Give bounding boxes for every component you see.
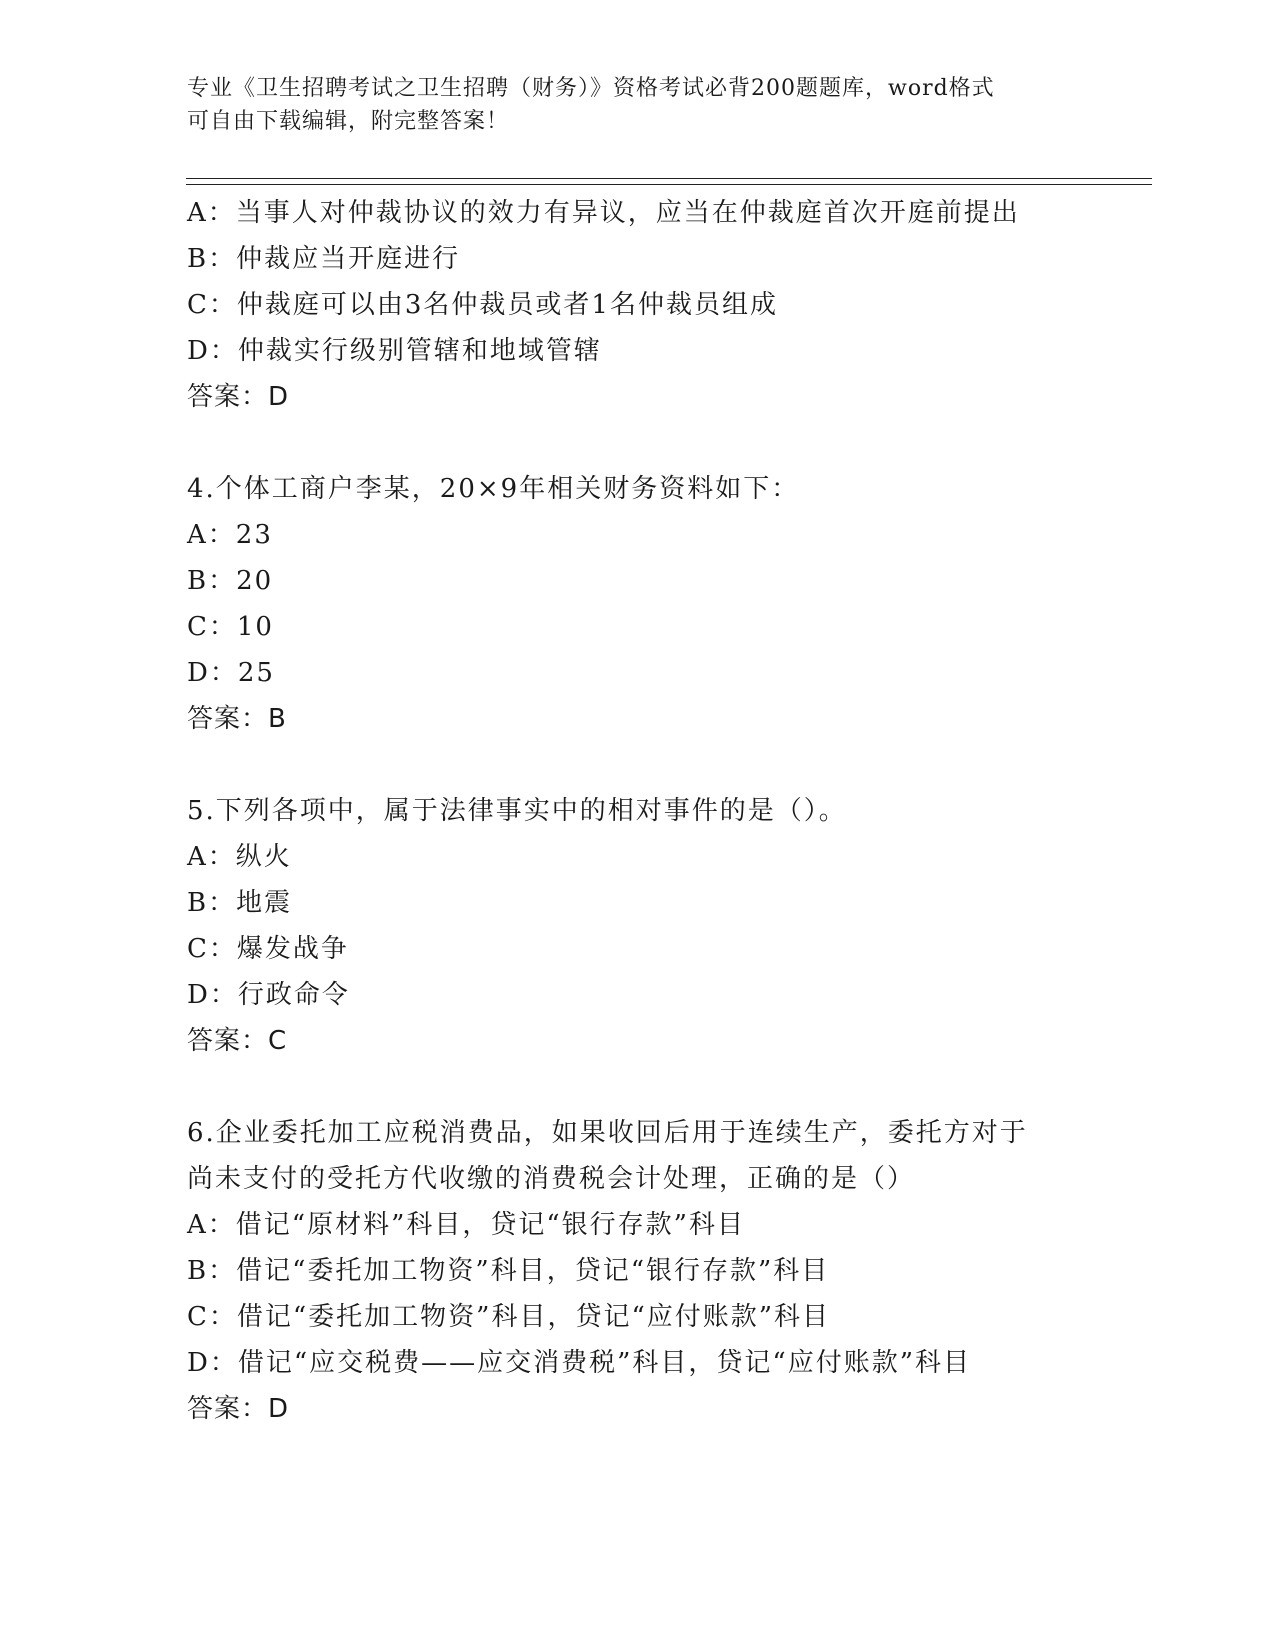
question-4 — [187, 466, 1147, 742]
option-d: D：行政命令 — [187, 980, 350, 1010]
option-b: B：20 — [187, 566, 274, 596]
question-list — [187, 190, 1147, 1432]
option-a: A：当事人对仲裁协议的效力有异议，应当在仲裁庭首次开庭前提出 — [187, 198, 1020, 228]
option-a: A：纵火 — [187, 842, 292, 872]
answer: 答案：D — [187, 1394, 290, 1424]
question-text-line-1: 6.企业委托加工应税消费品，如果收回后用于连续生产，委托方对于 — [187, 1118, 1028, 1148]
answer: 答案：C — [187, 1026, 288, 1056]
option-a: A：借记“原材料”科目，贷记“银行存款”科目 — [187, 1210, 745, 1240]
option-d: D：25 — [187, 658, 275, 688]
question-5 — [187, 788, 1147, 1064]
option-c: C：借记“委托加工物资”科目，贷记“应付账款”科目 — [187, 1302, 831, 1332]
option-c: C：爆发战争 — [187, 934, 349, 964]
question-text: 5.下列各项中，属于法律事实中的相对事件的是（）。 — [187, 796, 847, 826]
option-a: A：23 — [187, 520, 273, 550]
header-divider-bottom — [186, 184, 1152, 185]
question-6 — [187, 1110, 1147, 1432]
header-line-1: 专业《卫生招聘考试之卫生招聘（财务）》资格考试必背200题题库，word格式 — [187, 76, 995, 101]
spacer — [187, 742, 1147, 788]
option-d: D：借记“应交税费——应交消费税”科目，贷记“应付账款”科目 — [187, 1348, 972, 1378]
answer: 答案：B — [187, 704, 287, 734]
option-d: D：仲裁实行级别管辖和地域管辖 — [187, 336, 602, 366]
option-c: C：仲裁庭可以由3名仲裁员或者1名仲裁员组成 — [187, 290, 778, 320]
option-b: B：仲裁应当开庭进行 — [187, 244, 461, 274]
option-c: C：10 — [187, 612, 274, 642]
option-b: B：地震 — [187, 888, 293, 918]
question-3 — [187, 190, 1147, 420]
question-text-line-2: 尚未支付的受托方代收缴的消费税会计处理，正确的是（） — [187, 1164, 916, 1194]
document-header — [187, 72, 1067, 138]
spacer — [187, 420, 1147, 466]
header-line-2: 可自由下载编辑，附完整答案！ — [187, 109, 510, 134]
question-text: 4.个体工商户李某，20×9年相关财务资料如下： — [187, 474, 800, 504]
option-b: B：借记“委托加工物资”科目，贷记“银行存款”科目 — [187, 1256, 830, 1286]
answer: 答案：D — [187, 382, 290, 412]
header-divider-top — [186, 178, 1152, 179]
spacer — [187, 1064, 1147, 1110]
